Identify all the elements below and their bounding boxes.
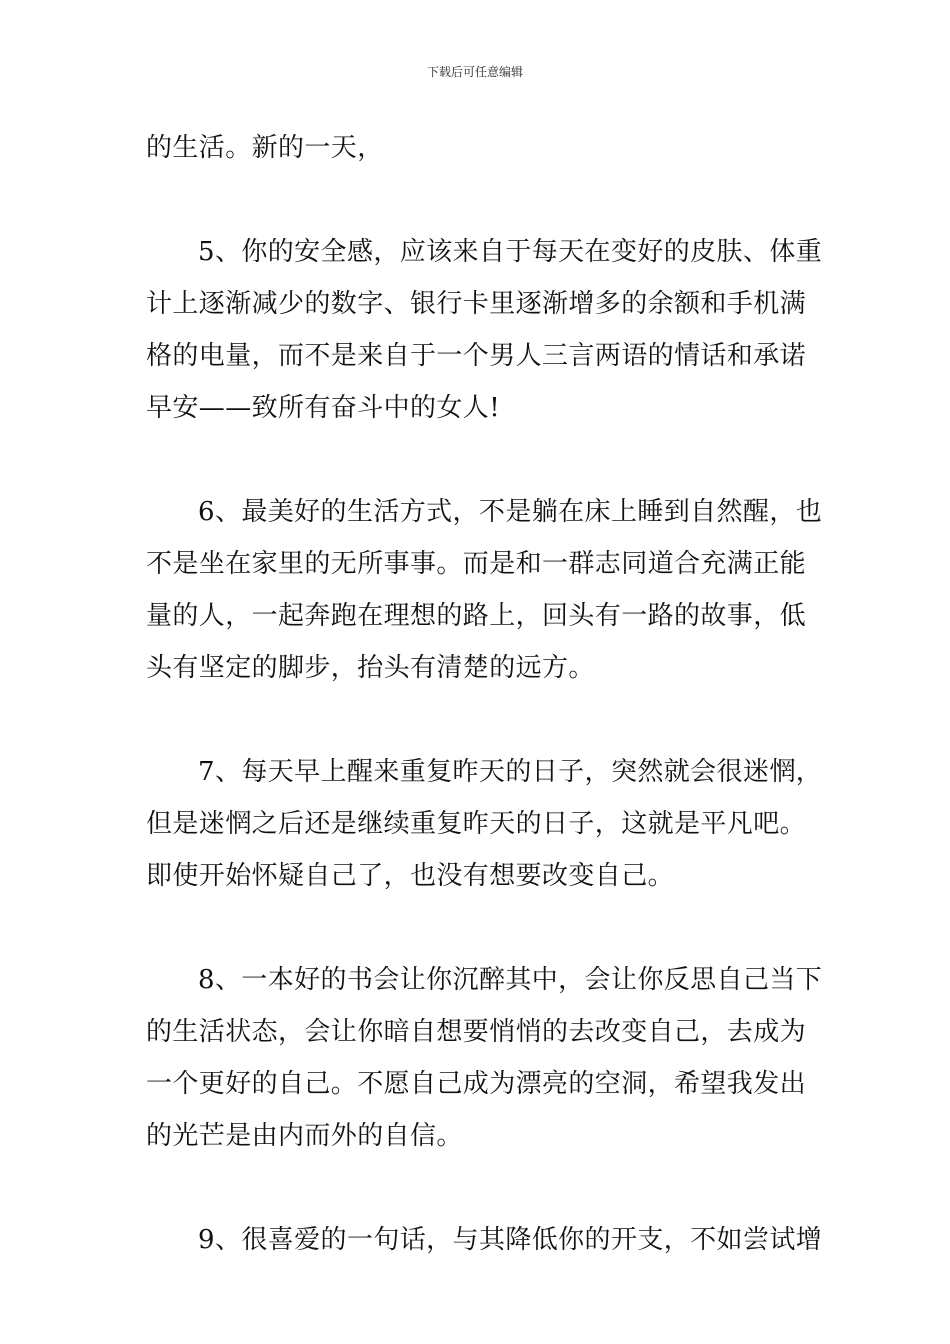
paragraph-item-7 bbox=[146, 746, 823, 902]
text-line: 早安——致所有奋斗中的女人! bbox=[146, 393, 501, 423]
paragraph-item-8 bbox=[146, 954, 823, 1162]
paragraph-item-6 bbox=[146, 486, 823, 694]
text-line: 5、你的安全感，应该来自于每天在变好的皮肤、体重 bbox=[198, 237, 823, 267]
text-line: 9、很喜爱的一句话，与其降低你的开支，不如尝试增 bbox=[198, 1225, 823, 1255]
paragraph-continuation bbox=[146, 122, 806, 174]
page-header: 下载后可任意编辑 bbox=[426, 65, 523, 79]
text-line: 8、一本好的书会让你沉醉其中，会让你反思自己当下 bbox=[198, 965, 823, 995]
document-body bbox=[146, 122, 823, 1266]
text-line: 计上逐渐减少的数字、银行卡里逐渐增多的余额和手机满 bbox=[146, 289, 807, 319]
text-line: 格的电量，而不是来自于一个男人三言两语的情话和承诺 bbox=[146, 341, 807, 371]
paragraph-item-5 bbox=[146, 226, 823, 434]
text-line: 一个更好的自己。不愿自己成为漂亮的空洞，希望我发出 bbox=[146, 1069, 807, 1099]
paragraph-item-9 bbox=[146, 1214, 823, 1266]
text-line: 即使开始怀疑自己了，也没有想要改变自己。 bbox=[146, 861, 675, 891]
text-line: 7、每天早上醒来重复昨天的日子，突然就会很迷惘， bbox=[198, 757, 823, 787]
text-line: 量的人，一起奔跑在理想的路上，回头有一路的故事，低 bbox=[146, 601, 807, 631]
text-line: 的生活状态，会让你暗自想要悄悄的去改变自己，去成为 bbox=[146, 1017, 807, 1047]
text-line: 头有坚定的脚步，抬头有清楚的远方。 bbox=[146, 653, 595, 683]
text-line: 6、最美好的生活方式，不是躺在床上睡到自然醒，也 bbox=[198, 497, 823, 527]
text-line: 的光芒是由内而外的自信。 bbox=[146, 1121, 463, 1151]
text-line: 的生活。新的一天， bbox=[146, 133, 384, 163]
text-line: 不是坐在家里的无所事事。而是和一群志同道合充满正能 bbox=[146, 549, 807, 579]
text-line: 但是迷惘之后还是继续重复昨天的日子，这就是平凡吧。 bbox=[146, 809, 807, 839]
